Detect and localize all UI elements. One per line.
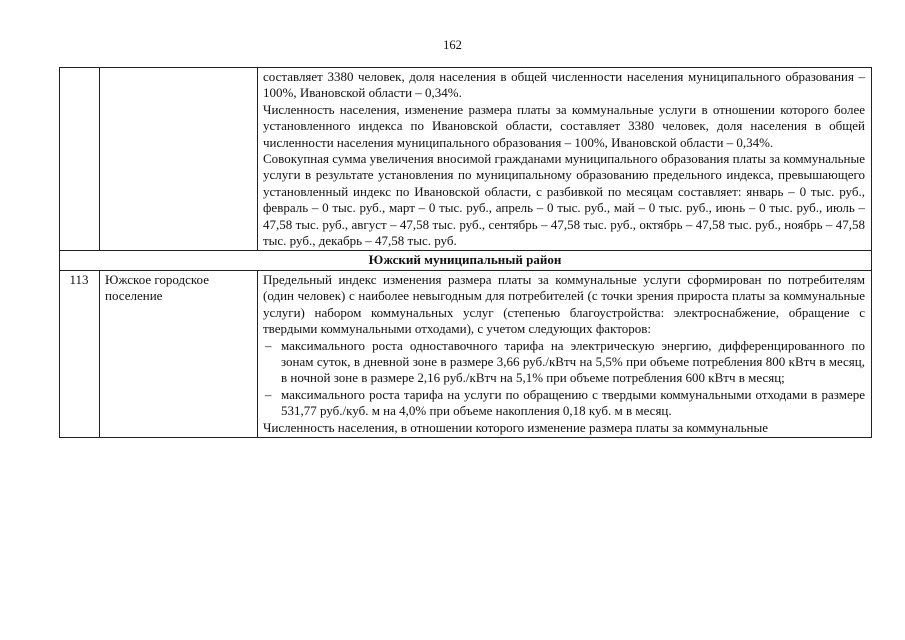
dash-bullet: – xyxy=(265,386,272,402)
page-number: 162 xyxy=(443,38,462,52)
document-table xyxy=(59,67,872,438)
cell-description xyxy=(258,68,872,251)
section-header-row xyxy=(60,251,872,270)
cell-name-empty xyxy=(100,68,258,251)
factor-text: максимального роста одноставочного тарифа на электрическую энергию, дифференцированного по зонам суток, в дневной зоне в размере 3,66 руб./кВтч на 5,5% при объеме потребления 800 кВтч в месяц, в ночной зоне в размере 2,16 руб./кВтч на 5,1% при объеме потребления 600 кВтч в месяц; xyxy=(281,337,865,386)
paragraph-population-share: составляет 3380 человек, доля населения в общей численности населения муниципального образования – 100%, Ивановской области – 0,34%. xyxy=(263,69,865,101)
paragraph-index-intro: Предельный индекс изменения размера платы за коммунальные услуги сформирован по потребителям (один человек) с наиболее невыгодным для потребителей (с точки зрения прироста платы за коммунальные услуги) набором коммунальных услуг (степенью благоустройства: электроснабжение, обращение с твердыми коммунальными отходами), с учетом следующих факторов: xyxy=(263,271,865,337)
paragraph-monthly-increase: Совокупная сумма увеличения вносимой гражданами муниципального образования платы за коммунальные услуги в результате установления по муниципальному образованию предельного индекса, превышающего установленный индекс по Ивановской области, с разбивкой по месяцам составляет: январь – 0 тыс. руб., февраль – 0 тыс. руб., март – 0 тыс. руб., апрель – 0 тыс. руб., май – 0 тыс. руб., июнь – 0 тыс. руб., июль – 47,58 тыс. руб., август – 47,58 тыс. руб., сентябрь – 47,58 тыс. руб., октябрь – 47,58 тыс. руб., ноябрь – 47,58 тыс. руб., декабрь – 47,58 тыс. руб. xyxy=(263,151,865,249)
factors-list xyxy=(263,338,865,420)
entry-number: 113 xyxy=(60,270,100,437)
factor-text: максимального роста тарифа на услуги по обращению с твердыми коммунальными отходами в размере 531,77 руб./куб. м на 4,0% при объеме накопления 0,18 куб. м в месяц. xyxy=(281,386,865,419)
table-row-continuation xyxy=(60,68,872,251)
entry-description xyxy=(258,270,872,437)
entry-name: Южское городское поселение xyxy=(100,270,258,437)
paragraph-population-over-index: Численность населения, изменение размера платы за коммунальные услуги в отношении которого более установленного индекса по Ивановской области, составляет 3380 человек, доля населения в общей численности населения муниципального образования – 100%, Ивановской области – 0,34%. xyxy=(263,101,865,150)
cell-number-empty xyxy=(60,68,100,251)
paragraph-population-tail: Численность населения, в отношении которого изменение размера платы за коммунальные xyxy=(263,419,768,435)
list-item xyxy=(263,338,865,387)
table-row-entry xyxy=(60,270,872,437)
dash-bullet: – xyxy=(265,337,272,353)
list-item xyxy=(263,387,865,420)
section-title: Южский муниципальный район xyxy=(60,251,872,270)
